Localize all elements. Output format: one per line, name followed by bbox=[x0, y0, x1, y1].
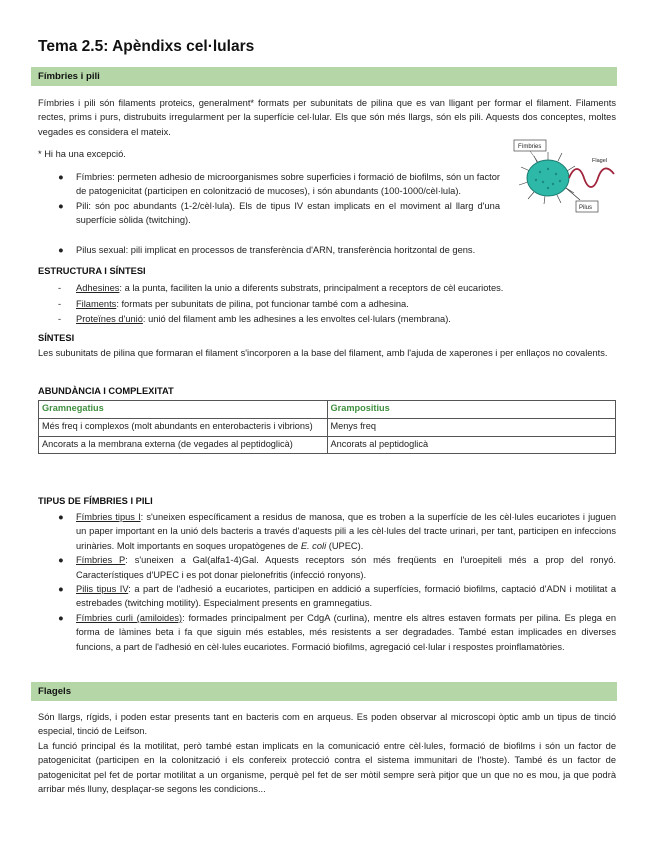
types-heading: TIPUS DE FÍMBRIES I PILI bbox=[38, 496, 153, 506]
table-cell: Menys freq bbox=[327, 418, 616, 436]
list-item: - Adhesines: a la punta, faciliten la unio a diferents substrats, principalment a receptors de cèl eucariotes. bbox=[38, 281, 616, 297]
fimbries-bullet-list-2 bbox=[38, 243, 616, 257]
abundance-table bbox=[38, 400, 616, 454]
bullet-icon: ● bbox=[58, 200, 64, 211]
list-item: ● Pilus sexual: pili implicat en processos de transferència d'ARN, transferència horitzontal de gens. bbox=[38, 243, 616, 257]
table-cell: Ancorats al peptidoglicà bbox=[327, 436, 616, 454]
table-header-gramnegatius: Gramnegatius bbox=[39, 401, 328, 419]
abundance-heading: ABUNDÀNCIA I COMPLEXITAT bbox=[38, 386, 174, 396]
list-item: ● Fímbries curli (amiloides): formades principalment per CdgA (curlina), mentre els altres estaven formats per pilina. Es plega en forma de làmines beta i fa que siguin més estables, més resistents a ser degradades. També estan implicades en diverses funcions, a part de l'adhesió en cèl·lules eucariotes. Formació biofilms, agregació cel·lular i respostes proinflamatòries. bbox=[58, 612, 616, 652]
list-item: ● Fímbries P: s'uneixen a Gal(alfa1-4)Gal. Aquests receptors són més freqüents en l'uroepiteli més a prop del ronyó. Característiques d'UPEC i es pot donar pielonefritis (infecció ronyons). bbox=[58, 555, 616, 580]
synthesis-paragraph: Les subunitats de pilina que formaran el filament s'incorporen a la base del filament, amb l'ajuda de xaperones i per enllaços no covalents. bbox=[38, 348, 608, 358]
list-item: ● Fímbries tipus I: s'uneixen específicament a residus de manosa, que es troben a la superfície de les cèl·lules eucariotes i juguen un paper important en la unió dels bacteris a través d'aquests pili a les cèl·lules del tracte urinari, per tant, participen en infeccions urinàries. Molt importants en soques uropatògenes de E. coli (UPEC). bbox=[58, 512, 616, 551]
intro-paragraph: Fímbries i pili són filaments proteics, generalment* formats per subunitats de pilina que es van lligant per formar el filament. Filaments rectes, prims i purs, distrubuits irregularment per la superfície cel·lular. Els que són més llargs, són els pili. Aquests dos conceptes, moltes vegades es considera el mateix. bbox=[38, 98, 616, 137]
figure-label-fimbries: Fímbries bbox=[518, 144, 542, 150]
table-row bbox=[39, 436, 616, 454]
dash-icon: - bbox=[58, 314, 62, 325]
table-header-row bbox=[39, 401, 616, 419]
bacterium-illustration bbox=[508, 138, 620, 216]
bullet-icon: ● bbox=[58, 512, 64, 522]
list-item: ● Pilis tipus IV: a part de l'adhesió a eucariotes, participen en addició a superfícies, formació biofilms, captació d'ADN i motilitat a estrebades (twitching motility). Especialment presents en gramnegatius. bbox=[58, 584, 616, 609]
bullet-icon: ● bbox=[58, 584, 64, 595]
structure-list bbox=[38, 281, 616, 328]
fimbries-bullet-list bbox=[38, 170, 500, 228]
synthesis-heading: SÍNTESI bbox=[38, 333, 75, 343]
figure-label-pilus: Pilus bbox=[579, 205, 593, 211]
bullet-icon: ● bbox=[58, 612, 64, 623]
pilus-line bbox=[566, 188, 580, 200]
structure-heading: ESTRUCTURA I SÍNTESI bbox=[38, 266, 146, 276]
list-item: - Filaments: formats per subunitats de pilina, pot funcionar també com a adhesina. bbox=[38, 297, 616, 313]
table-cell: Ancorats a la membrana externa (de vegades al peptidoglicà) bbox=[39, 436, 328, 454]
section-heading-flagels: Flagels bbox=[31, 682, 617, 701]
section-heading-fimbries: Fímbries i pili bbox=[31, 67, 617, 86]
footnote: * Hi ha una excepció. bbox=[38, 149, 126, 159]
dash-icon: - bbox=[58, 298, 62, 309]
list-item: ● Pili: són poc abundants (1-2/cèl·lula). Els de tipus IV estan implicats en el moviment al llarg d'una superfície sòlida (twitching). bbox=[58, 200, 500, 226]
bullet-icon: ● bbox=[58, 555, 64, 566]
types-list bbox=[38, 510, 616, 654]
flagels-paragraph-2: La funció principal és la motilitat, però també estan implicats en la comunicació entre cèl·lules, formació de biofilms i són un factor de patogenicitat (participen en la colonització i els confereix protecció contra el sistema immunitari de l'hoste). També és un factor de patogenicitat pel fet de portar motilitat a un organisme, perquè pel fet de ser mòtil sempre serà pitjor que un que no es mou, ja que podrà arribar més lluny, desplaçar-se segons les condicions... bbox=[38, 741, 616, 795]
page-title: Tema 2.5: Apèndixs cel·lulars bbox=[38, 38, 255, 55]
figure-label-flagel: Flagel bbox=[592, 158, 607, 164]
table-row bbox=[39, 418, 616, 436]
table-header-grampositius: Grampositius bbox=[327, 401, 616, 419]
bacterium-cell bbox=[527, 160, 569, 196]
bacterium-figure bbox=[508, 138, 620, 221]
list-item: ● Fímbries: permeten adhesio de microorganismes sobre superficies i formació de biofilms, són un factor de patogenicitat (participen en colonització de mucoses), i són abundants (100-1000/cèl·lula). bbox=[58, 172, 500, 197]
dash-icon: - bbox=[58, 283, 62, 293]
flagellum-line bbox=[569, 168, 614, 187]
bullet-icon: ● bbox=[58, 245, 64, 255]
table-cell: Més freq i complexos (molt abundants en enterobacteris i vibrions) bbox=[39, 418, 328, 436]
list-item: - Proteïnes d'unió: unió del filament amb les adhesines a les envoltes cel·lulars (membrana). bbox=[38, 312, 616, 328]
bullet-icon: ● bbox=[58, 172, 64, 182]
flagels-paragraph-1: Són llargs, rígids, i poden estar presents tant en bacteris com en arqueus. Es poden observar al microscopi òptic amb un tipus de tinció especial, tinció de Leifson. bbox=[38, 712, 616, 737]
